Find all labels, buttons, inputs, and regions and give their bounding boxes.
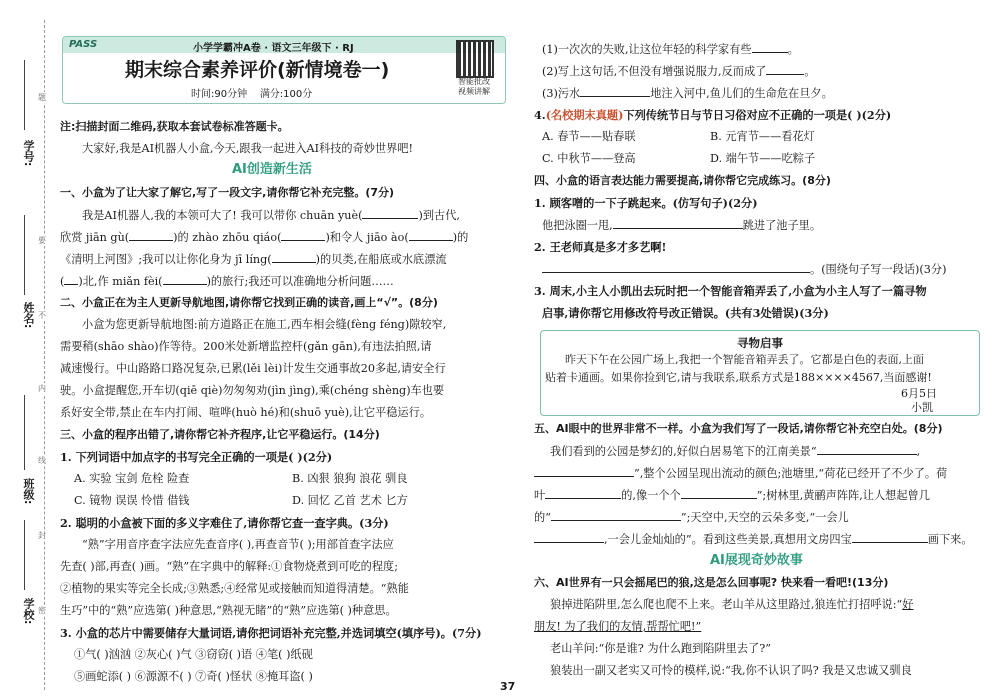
notice-signature: 小凯 [911,401,933,414]
text: ( [60,275,65,288]
text: )到古代, [418,209,460,222]
intro-text: 大家好,我是AI机器人小盒,今天,跟我一起进入AI科技的奇妙世界吧! [82,142,414,155]
idiom-row[interactable]: ①气( )汹汹 ②灰心( )气 ③窃窃( )语 ④笔( )纸砚 [74,648,313,661]
question-1-line [60,274,394,289]
option-b[interactable]: B. 元宵节——看花灯 [710,130,815,143]
student-id-field[interactable] [24,60,25,130]
notice-body[interactable]: 昨天下午在公园广场上,我把一个智能音箱弄丢了。它都是白色的表面,上面 [565,353,924,366]
answer-blank[interactable] [766,64,804,75]
qr-caption-line: 视频讲解 [458,87,490,96]
answer-blank[interactable] [551,510,681,521]
section-heading: AI展现奇妙故事 [710,553,803,568]
option-c[interactable]: C. 中秋节——登高 [542,152,636,165]
text: 《清明上河图》;我可以让你化身为 jī líng( [60,253,272,266]
text: (3)污水 [542,87,581,100]
text: 的“ [534,511,551,524]
exam-header [62,36,506,104]
cut-line [44,20,45,690]
text: (1)一次次的失败,让这位年轻的科学家有些 [542,43,752,56]
page-number: 37 [500,680,516,693]
sub-question: 1. 顾客噌的一下子跳起来。(仿写句子)(2分) [534,196,758,210]
text: 下列传统节日与节日习俗对应不正确的一项是( )(2分) [623,108,892,122]
section-5-line [534,466,947,481]
answer-blank[interactable] [281,230,325,241]
story-line [534,620,701,634]
question-3-line[interactable]: “熟”字用音序查字法应先查音序( ),再查音节( );用部首查字法应 [82,538,394,551]
answer-blank[interactable] [163,274,207,285]
question-1-line [60,252,447,267]
underlined-text: 朋友! 为了我们的友情,帮帮忙吧!” [534,620,702,633]
school-field[interactable] [24,520,25,590]
full-score: 满分:100分 [259,89,313,100]
time-score [191,85,312,100]
series-title: 小学学霸冲A卷 · 语文三年级下 · RJ [193,43,354,54]
question-1-line [82,208,460,223]
question-3-title: 三、小盒的程序出错了,请你帮它补齐程序,让它平稳运行。(14分) [60,428,380,441]
sub-question-cont: 启事,请你帮它用修改符号改正错误。(共有3处错误)(3分) [542,306,829,320]
sub-question: 3. 周末,小主人小凯出去玩时把一个智能音箱弄丢了,小盒为小主人写了一篇寻物 [534,284,927,298]
section-6-title: 六、AI世界有一只会摇尾巴的狼,这是怎么回事呢? 快来看一看吧!(13分) [534,576,889,589]
text: (2)写上这句话,不但没有增强说服力,反而成了 [542,65,767,78]
question-2-title: 二、小盒正在为主人更新导航地图,请你帮它找到正确的读音,画上“√”。(8分) [60,296,438,309]
question-2-line[interactable]: 驶。小盒提醒您,开车切(qiē qiè)勿匆匆劝(jìn jìng),乘(chéng shèng)车也要 [60,384,445,397]
cut-mark: 内 [38,384,46,393]
time-limit: 时间:90分钟 [191,89,248,100]
notice-date: 6月5日 [901,387,937,400]
option-d[interactable]: D. 回忆 乙首 艺术 匕方 [292,494,408,507]
qr-caption [451,77,497,97]
section-heading: AI创造新生活 [232,162,312,177]
fill-sentence [542,86,833,101]
notice-title: 寻物启事 [737,336,783,350]
question-3-line: ②植物的果实等完全长成;③熟悉;④经常见或接触而知道得清楚。“熟能 [60,582,409,595]
question-2-line[interactable]: 小盒为您更新导航地图:前方道路正在施工,西车相会缝(fèng féng)隙较窄, [82,318,447,331]
lost-item-notice [540,330,980,416]
answer-blank[interactable] [545,488,621,499]
cut-mark: 不 [38,311,46,320]
text: 。(围绕句子写一段话)(3分) [810,263,947,276]
option-b[interactable]: B. 凶狠 狼狗 浪花 驯良 [292,472,408,485]
source-tag: (名校期末真题) [545,108,624,122]
story-line: 老山羊问:“你是谁? 为什么跑到陷阱里去了?” [550,642,771,655]
text: 地注入河中,鱼儿们的生命危在旦夕。 [650,87,833,100]
brand-logo: PASS [69,39,98,50]
text: “一会儿 [809,511,849,524]
text: 狼掉进陷阱里,怎么爬也爬不上来。老山羊从这里路过,狼连忙打招呼说:“ [550,598,903,611]
school-label: 学校: [22,598,35,625]
text: )的贝类,在船底或水底漂流 [315,253,447,266]
underlined-text: 好 [902,598,914,611]
question-1-line [60,230,468,245]
name-field[interactable] [24,215,25,295]
binding-margin [0,0,52,698]
text: 画下来。 [927,533,973,546]
fill-sentence: (2)写上这句话,不但没有增强说服力,反而成了 。 [542,65,816,78]
answer-blank[interactable] [852,532,928,543]
answer-blank[interactable] [362,208,418,219]
question-4 [534,108,891,122]
answer-blank[interactable] [64,274,78,285]
notice-body[interactable]: 贴着卡通画。如果你捡到它,请与我联系,联系方式是188××××4567,当面感谢! [545,371,932,384]
answer-line [542,218,821,233]
text: )的旅行;我还可以准确地分析问题…… [206,275,394,288]
section-5-title: 五、AI眼中的世界非常不一样。小盒为我们写了一段话,请你帮它补充空白处。(8分) [534,422,943,435]
cut-mark: 封 [38,531,46,540]
answer-blank[interactable] [681,488,757,499]
cut-mark: 题 [38,93,46,102]
sub-question: 2. 王老师真是多才多艺啊! [534,240,667,254]
student-id-label: 学号: [22,140,35,167]
question-1-title: 一、小盒为了让大家了解它,写了一段文字,请你帮它补充完整。(7分) [60,186,395,199]
text: 欣赏 jiān gù( [60,231,130,244]
class-label: 班级: [22,478,35,505]
idiom-row[interactable]: ⑤画蛇添( ) ⑥源源不( ) ⑦奇( )怪状 ⑧掩耳盗( ) [74,670,313,683]
story-line [550,598,913,612]
question-2-line[interactable]: 系好安全带,禁止在车内打闹、喧哗(huò hé)和(shuō yuè),让它平稳运行。 [60,406,432,419]
answer-blank[interactable] [409,230,453,241]
answer-blank[interactable] [272,252,316,263]
text: ”,整个公园呈现出流动的颜色;池塘里,“荷花已经开了不少了。荷 [634,467,948,480]
question-3-line[interactable]: 生巧”中的“熟”应选第( )种意思,“熟视无睹”的“熟”应选第( )种意思。 [60,604,397,617]
name-label: 姓名: [22,302,35,329]
text: )的 [452,231,469,244]
section-5-line [534,488,930,503]
sub-question: 1. 下列词语中加点字的书写完全正确的一项是( )(2分) [60,450,333,464]
text: 4. [534,108,546,122]
answer-blank[interactable] [580,86,650,97]
section-4-title: 四、小盒的语言表达能力需要提高,请你帮它完成练习。(8分) [534,174,831,187]
qr-code-icon[interactable] [456,40,494,78]
answer-blank[interactable] [752,42,788,53]
answer-blank[interactable] [817,444,917,455]
text: 我是AI机器人,我的本领可大了! 我可以带你 chuān yuè( [82,209,363,222]
option-a[interactable]: A. 春节——贴春联 [542,130,636,143]
section-5-line [534,532,973,547]
story-line: 狼装出一副又老实又可怜的模样,说:“我,你不认识了吗? 我是又忠诚又驯良 [550,664,912,677]
cut-mark: 线 [38,456,46,465]
answer-line [542,262,946,277]
text: 我们看到的公园是梦幻的,好似白居易笔下的江南美景“ [550,445,817,458]
question-2-line[interactable]: 需要稍(shāo shào)作等待。200米处新增监控杆(gǎn gān),有违法拍照,请 [60,340,432,353]
cut-mark: 要 [38,236,46,245]
cut-mark: 密 [38,606,46,615]
option-c[interactable]: C. 镜物 误误 怜惜 借钱 [74,494,190,507]
answer-blank[interactable] [542,262,810,273]
text: )北,作 miǎn fèi( [78,275,163,288]
answer-blank[interactable] [534,532,604,543]
text: ”;天空中,天空的云朵多变, [680,511,810,524]
answer-blank[interactable] [534,466,634,477]
scan-note: 注:扫描封面二维码,获取本套试卷标准答题卡。 [60,120,289,133]
answer-blank[interactable] [613,218,743,229]
text: 跳进了池子里。 [742,219,822,232]
text: 的,像一个个 [621,489,681,502]
text: ”;树林里,黄鹂声阵阵,让人想起曾几 [756,489,930,502]
text: ,一会儿金灿灿的”。看到这些美景,真想用文房四宝 [604,533,852,546]
question-3-line[interactable]: 先查( )部,再查( )画。“熟”在字典中的解释:①食物烧煮到可吃的程度; [60,560,398,573]
text: 叶 [534,489,546,502]
section-5-line [534,510,849,525]
answer-blank[interactable] [129,230,173,241]
class-field[interactable] [24,395,25,470]
exam-title: 期末综合素养评价(新情境卷一) [125,59,390,81]
option-a[interactable]: A. 实验 宝剑 危栓 险查 [74,472,190,485]
text: 他把泳圈一甩, [542,219,613,232]
fill-sentence: (1)一次次的失败,让这位年轻的科学家有些 。 [542,43,799,56]
sub-question: 2. 聪明的小盒被下面的多义字难住了,请你帮它查一查字典。(3分) [60,516,389,530]
text: )的 zhào zhōu qiáo( [173,231,282,244]
option-d[interactable]: D. 端午节——吃粽子 [710,152,816,165]
text: )和令人 jiāo ào( [325,231,409,244]
qr-caption-line: 智能批改 [458,77,490,86]
section-5-line: 我们看到的公园是梦幻的,好似白居易笔下的江南美景“ , [550,445,921,458]
sub-question: 3. 小盒的芯片中需要储存大量词语,请你把词语补充完整,并选词填空(填序号)。(7分) [60,626,482,640]
question-2-line[interactable]: 减速慢行。中山路路口路况复杂,已累(lěi lèi)计发生交通事故20多起,请安全行 [60,362,446,375]
